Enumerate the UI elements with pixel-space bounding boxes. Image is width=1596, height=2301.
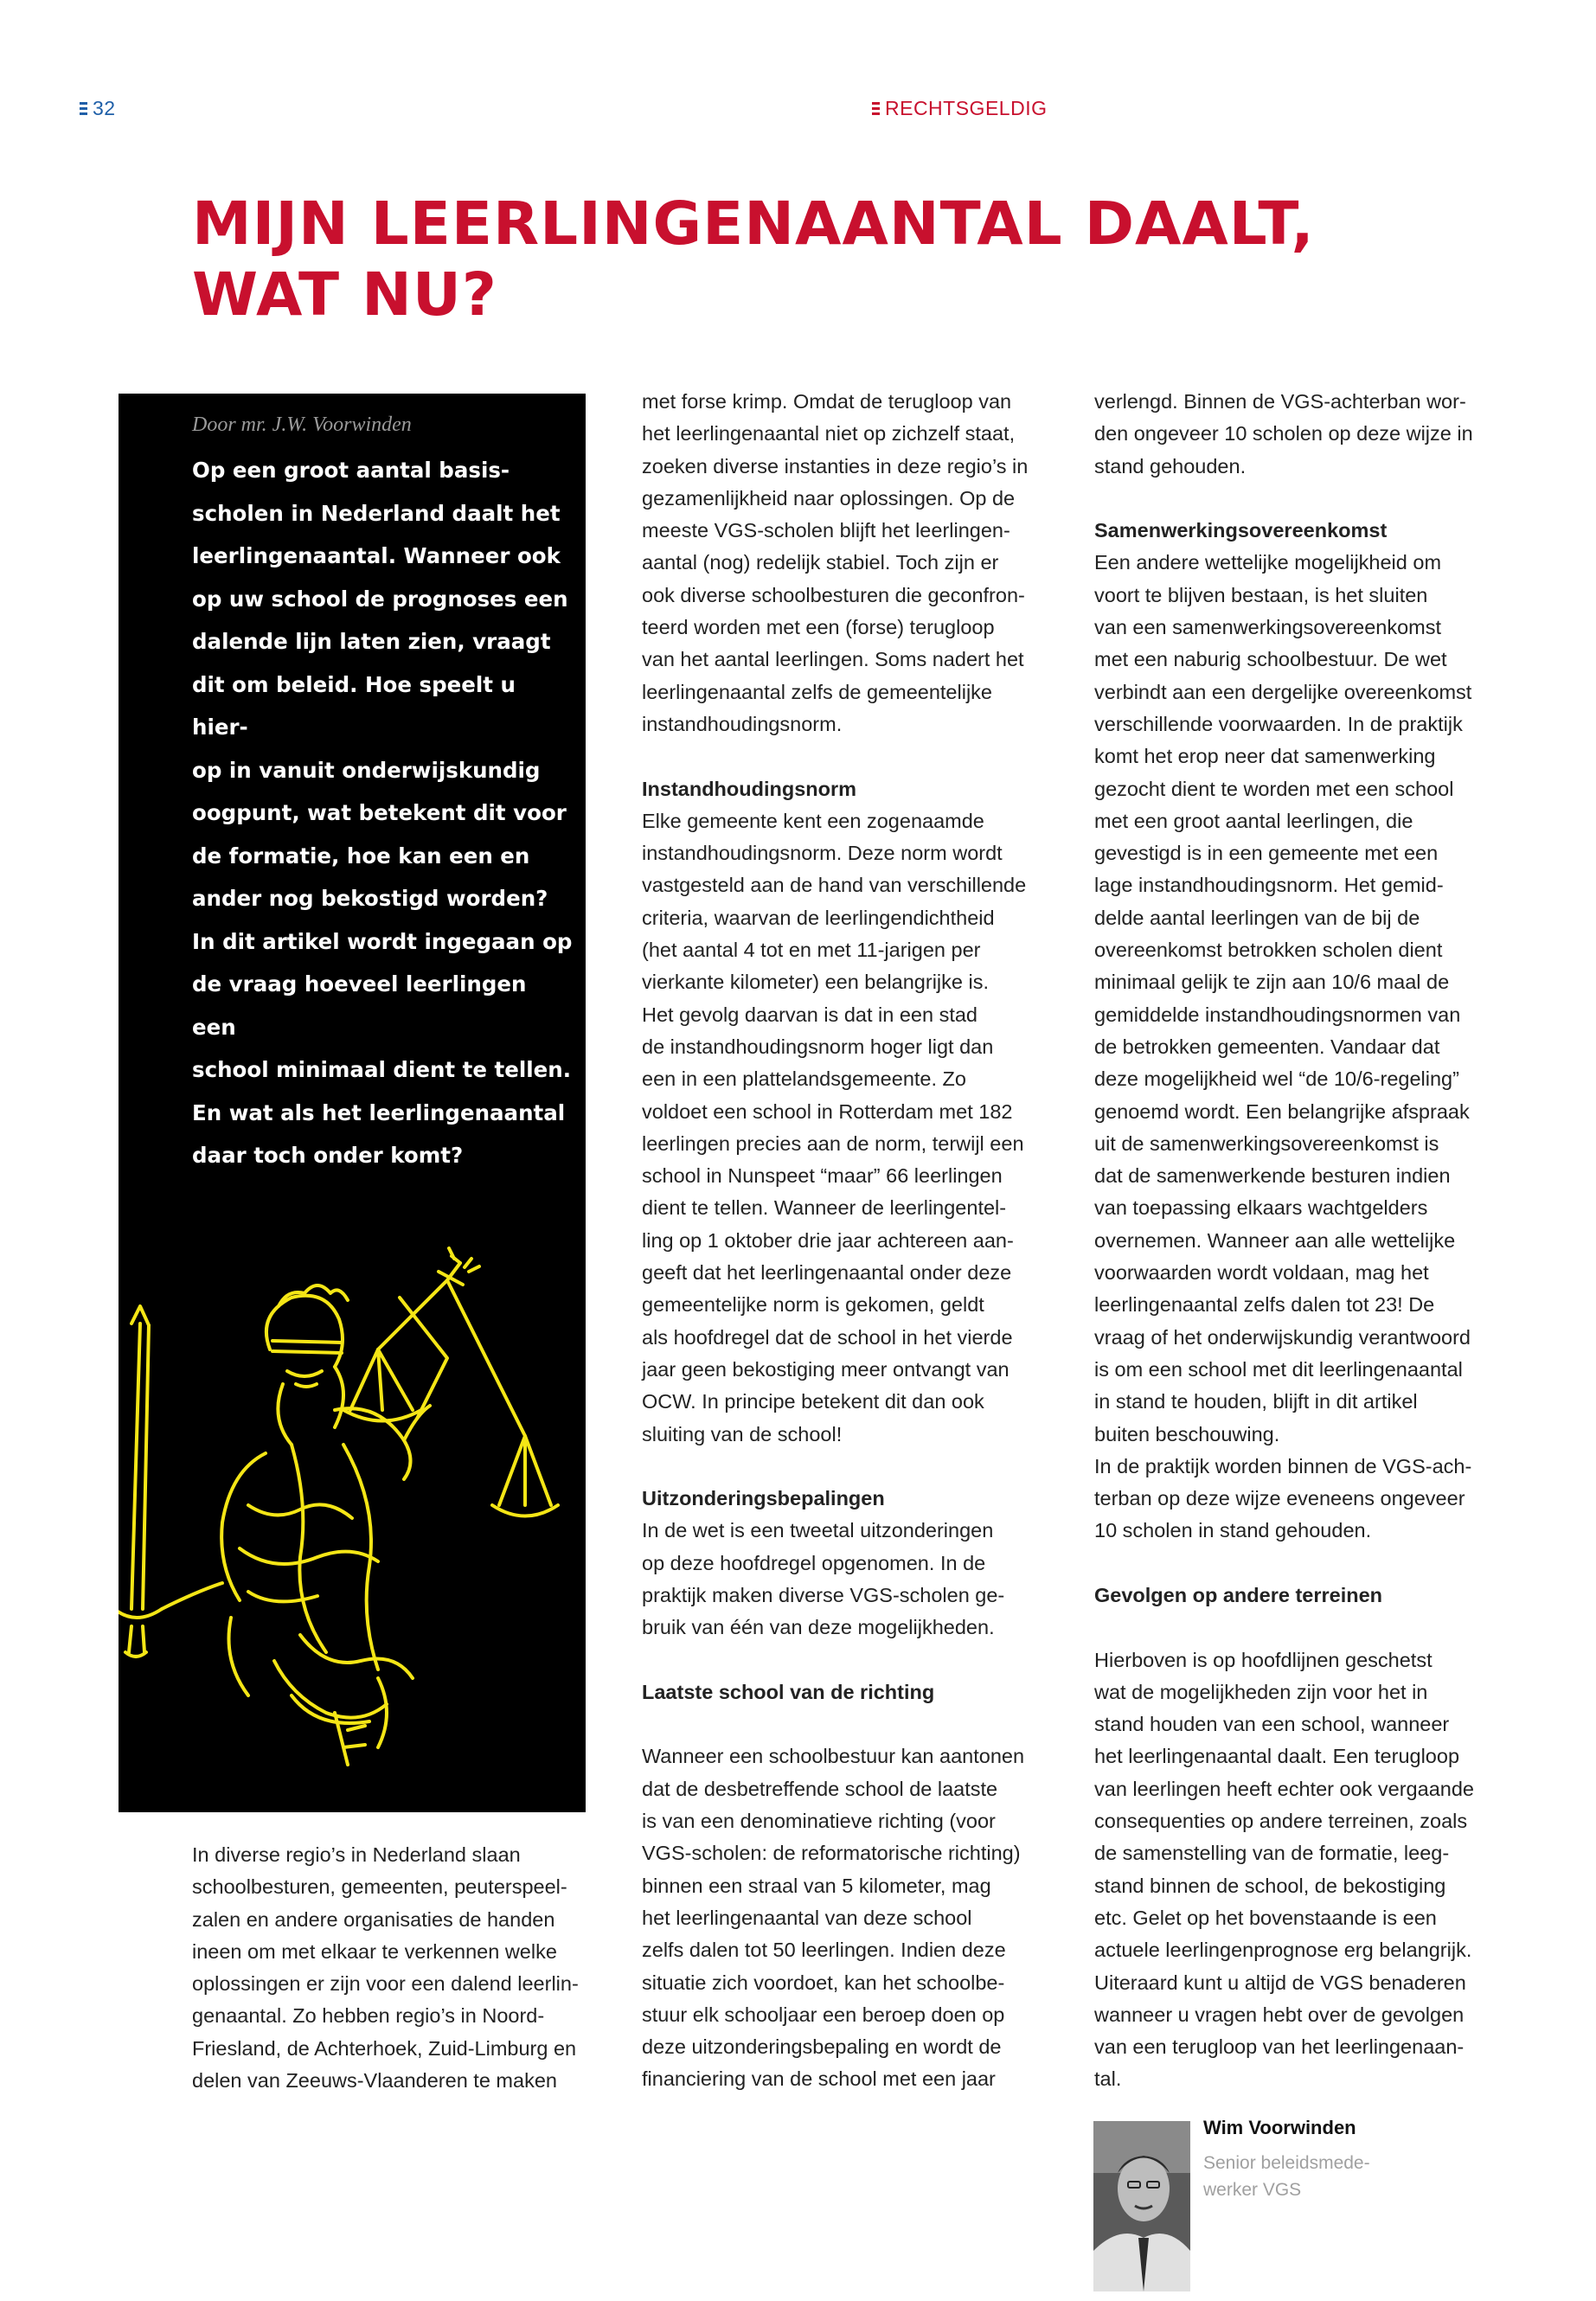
intro-line: school minimaal dient te tellen. [192,1057,572,1082]
intro-line: Op een groot aantal basis- [192,458,510,483]
text-line: vastgesteld aan de hand van verschillende [642,874,1027,897]
text-line: gezocht dient te worden met een school [1094,777,1454,800]
text-line: gevestigd is in een gemeente met een [1094,842,1439,865]
text-line: dat de samenwerkende besturen indien [1094,1164,1451,1188]
text-line: financiering van de school met een jaar [642,2067,996,2091]
text-line: meeste VGS-scholen blijft het leerlingen- [642,519,1010,542]
text-line: is om een school met dit leerlingenaantal [1094,1357,1463,1381]
section-label-text: RECHTSGELDIG [885,97,1048,119]
column-3-paragraph-3 [1094,1644,1509,2096]
intro-line: daar toch onder komt? [192,1143,464,1168]
column-1-paragraph [192,1839,599,2097]
column-2-paragraph-3 [642,1515,1057,1644]
section-label [872,97,1047,120]
intro-line: ander nog bekostigd worden? [192,886,548,911]
text-line: met een groot aantal leerlingen, die [1094,809,1413,832]
text-line: schoolbesturen, gemeenten, peuterspeel- [192,1875,567,1899]
heading-uitzonderingsbepalingen: Uitzonderingsbepalingen [642,1487,885,1510]
text-line: In diverse regio’s in Nederland slaan [192,1843,521,1866]
text-line: situatie zich voordoet, kan het schoolbe- [642,1971,1005,1994]
text-line: Het gevolg daarvan is dat in een stad [642,1003,978,1026]
text-line: gemiddelde instandhoudingsnormen van [1094,1003,1461,1026]
text-line: Uiteraard kunt u altijd de VGS benaderen [1094,1971,1466,1994]
intro-line: In dit artikel wordt ingegaan op [192,928,573,954]
column-1 [192,1839,599,2097]
text-line: gemeentelijke norm is gekomen, geldt [642,1293,984,1317]
text-line: consequenties op andere terreinen, zoals [1094,1810,1468,1833]
text-line: ling op 1 oktober drie jaar achtereen aan- [642,1228,1014,1252]
text-line: school in Nunspeet “maar” 66 leerlingen [642,1164,1003,1188]
text-line: verschillende voorwaarden. In de praktijk [1094,712,1463,735]
text-line: (het aantal 4 tot en met 11-jarigen per [642,939,981,962]
text-line: dat de desbetreffende school de laatste [642,1777,998,1800]
intro-line: En wat als het leerlingenaantal [192,1099,566,1125]
intro-text [192,449,573,1177]
text-line: praktijk maken diverse VGS-scholen ge- [642,1583,1005,1606]
text-line: tal. [1094,2067,1122,2091]
text-line: Wanneer een schoolbestuur kan aantonen [642,1745,1025,1768]
article-title [192,189,1490,330]
text-line: stuur elk schooljaar een beroep doen op [642,2003,1005,2026]
intro-line: leerlingenaantal. Wanneer ook [192,543,561,568]
text-line: de betrokken gemeenten. Vandaar dat [1094,1035,1440,1058]
text-line: Een andere wettelijke mogelijkheid om [1094,551,1442,574]
text-line: voorwaarden wordt voldaan, mag het [1094,1261,1429,1285]
intro-line: op in vanuit onderwijskundig [192,757,541,783]
text-line: leerlingenaantal zelfs de gemeentelijke [642,680,992,703]
text-line: instandhoudingsnorm. Deze norm wordt [642,842,1003,865]
column-2-paragraph-2 [642,805,1057,1451]
heading-laatste-school: Laatste school van de richting [642,1680,935,1703]
intro-line: de formatie, hoe kan een en [192,843,530,868]
text-line: deze uitzonderingsbepaling en wordt de [642,2035,1002,2059]
text-line: VGS-scholen: de reformatorische richting) [642,1842,1021,1865]
text-line: In de praktijk worden binnen de VGS-ach- [1094,1454,1472,1477]
page-number-text: 32 [93,97,116,119]
text-line: ineen om met elkaar te verkennen welke [192,1939,557,1963]
text-line: etc. Gelet op het bovenstaande is een [1094,1906,1437,1929]
column-3-paragraph-1 [1094,386,1509,483]
text-line: leerlingenaantal zelfs dalen tot 23! De [1094,1293,1435,1317]
text-line: voldoet een school in Rotterdam met 182 [642,1099,1013,1123]
text-line: een in een plattelandsgemeente. Zo [642,1067,966,1091]
author-name: Wim Voorwinden [1203,2117,1356,2138]
text-line: Elke gemeente kent een zogenaamde [642,809,984,832]
text-line: delen van Zeeuws-Vlaanderen te maken [192,2069,557,2093]
text-line: stand binnen de school, de bekostiging [1094,1874,1446,1897]
text-line: overeenkomst betrokken scholen dient [1094,939,1443,962]
text-line: jaar geen bekostiging meer ontvangt van [642,1357,1010,1381]
title-line-1: MIJN LEERLINGENAANTAL DAALT, [192,189,1315,259]
text-line: binnen een straal van 5 kilometer, mag [642,1874,991,1897]
text-line: verbindt aan een dergelijke overeenkomst [1094,680,1472,703]
text-line: gezamenlijkheid naar oplossingen. Op de [642,486,1016,510]
text-line: van toepassing elkaars wachtgelders [1094,1196,1428,1220]
text-line: buiten beschouwing. [1094,1422,1280,1445]
author-role-line: werker VGS [1203,2180,1302,2200]
text-line: aantal (nog) redelijk stabiel. Toch zijn er [642,551,999,574]
text-line: zoeken diverse instanties in deze regio’s in [642,454,1029,478]
text-line: de samenstelling van de formatie, leeg- [1094,1842,1450,1865]
heading-gevolgen: Gevolgen op andere terreinen [1094,1583,1383,1606]
text-line: lage instandhoudingsnorm. Het gemid- [1094,874,1444,897]
text-line: bruik van één van deze mogelijkheden. [642,1616,995,1639]
text-line: vierkante kilometer) een belangrijke is. [642,971,989,994]
text-line: actuele leerlingenprognose erg belangrijk. [1094,1939,1472,1962]
text-line: ook diverse schoolbesturen die geconfron- [642,583,1025,606]
text-line: op deze hoofdregel opgenomen. In de [642,1551,986,1574]
text-line: criteria, waarvan de leerlingendichtheid [642,906,995,929]
page-number [80,97,116,120]
text-line: het leerlingenaantal niet op zichzelf staat, [642,422,1016,445]
author-portrait-icon [1093,2121,1190,2291]
intro-line: scholen in Nederland daalt het [192,500,561,526]
text-line: met forse krimp. Omdat de terugloop van [642,390,1012,413]
text-line: wat de mogelijkheden zijn voor het in [1094,1680,1428,1703]
text-line: met een naburig schoolbestuur. De wet [1094,648,1447,671]
text-line: Friesland, de Achterhoek, Zuid-Limburg en [192,2036,577,2060]
text-line: dient te tellen. Wanneer de leerlingentel- [642,1196,1007,1220]
text-line: deze mogelijkheid wel “de 10/6-regeling” [1094,1067,1459,1091]
text-line: 10 scholen in stand gehouden. [1094,1519,1372,1542]
text-line: Hierboven is op hoofdlijnen geschetst [1094,1648,1433,1671]
text-line: van een terugloop van het leerlingenaan- [1094,2035,1465,2059]
text-line: oplossingen er zijn voor een dalend leerlin- [192,1972,579,1996]
text-line: den ongeveer 10 scholen op deze wijze in [1094,422,1473,445]
text-line: overnemen. Wanneer aan alle wettelijke [1094,1228,1456,1252]
text-line: minimaal gelijk te zijn aan 10/6 maal de [1094,971,1450,994]
column-2 [642,386,1057,2096]
column-3-paragraph-2 [1094,547,1509,1547]
intro-line: oogpunt, wat betekent dit voor [192,800,567,825]
text-line: terban op deze wijze eveneens ongeveer [1094,1487,1465,1510]
byline: Door mr. J.W. Voorwinden [192,413,412,436]
intro-line: dit om beleid. Hoe speelt u hier- [192,671,516,740]
intro-line: op uw school de prognoses een [192,586,568,612]
text-line: stand houden van een school, wanneer [1094,1713,1450,1736]
heading-samenwerkingsovereenkomst: Samenwerkingsovereenkomst [1094,519,1388,542]
text-line: van leerlingen heeft echter ook vergaande [1094,1777,1474,1800]
text-line: uit de samenwerkingsovereenkomst is [1094,1131,1439,1155]
text-line: in stand te houden, blijft in dit artikel [1094,1390,1418,1413]
heading-instandhoudingsnorm: Instandhoudingsnorm [642,777,857,800]
text-line: teerd worden met een (forse) terugloop [642,616,995,639]
text-line: OCW. In principe betekent dit dan ook [642,1390,984,1413]
text-line: het leerlingenaantal van deze school [642,1906,972,1929]
text-line: het leerlingenaantal daalt. Een terugloop [1094,1745,1460,1768]
text-line: van het aantal leerlingen. Soms nadert het [642,648,1024,671]
text-line: delde aantal leerlingen van de bij de [1094,906,1420,929]
column-3 [1094,386,1509,2096]
intro-line: de vraag hoeveel leerlingen een [192,971,527,1040]
text-line: sluiting van de school! [642,1422,843,1445]
page-marker-icon [80,102,87,115]
text-line: wanneer u vragen hebt over de gevolgen [1094,2003,1465,2026]
text-line: leerlingen precies aan de norm, terwijl een [642,1131,1024,1155]
section-marker-icon [872,102,880,115]
column-2-paragraph-4 [642,1740,1057,2095]
text-line: voort te blijven bestaan, is het sluiten [1094,583,1428,606]
text-line: zalen en andere organisaties de handen [192,1907,555,1931]
text-line: van een samenwerkingsovereenkomst [1094,616,1442,639]
text-line: genoemd wordt. Een belangrijke afspraak [1094,1099,1470,1123]
text-line: In de wet is een tweetal uitzonderingen [642,1519,994,1542]
text-line: als hoofdregel dat de school in het vierde [642,1325,1013,1349]
text-line: instandhoudingsnorm. [642,712,843,735]
text-line: geeft dat het leerlingenaantal onder deze [642,1261,1012,1285]
author-role-line: Senior beleidsmede- [1203,2153,1370,2173]
text-line: vraag of het onderwijskundig verantwoord [1094,1325,1471,1349]
text-line: komt het erop neer dat samenwerking [1094,745,1436,768]
author-photo [1093,2121,1190,2291]
intro-line: dalende lijn laten zien, vraagt [192,629,551,654]
column-2-paragraph-1 [642,386,1057,740]
text-line: de instandhoudingsnorm hoger ligt dan [642,1035,994,1058]
text-line: genaantal. Zo hebben regio’s in Noord- [192,2004,545,2028]
text-line: stand gehouden. [1094,454,1247,478]
author-role [1203,2150,1376,2203]
title-line-2: WAT NU? [192,260,497,330]
text-line: verlengd. Binnen de VGS-achterban wor- [1094,390,1466,413]
text-line: is van een denominatieve richting (voor [642,1810,996,1833]
text-line: zelfs dalen tot 50 leerlingen. Indien deze [642,1939,1006,1962]
lady-justice-illustration [119,1246,586,1799]
